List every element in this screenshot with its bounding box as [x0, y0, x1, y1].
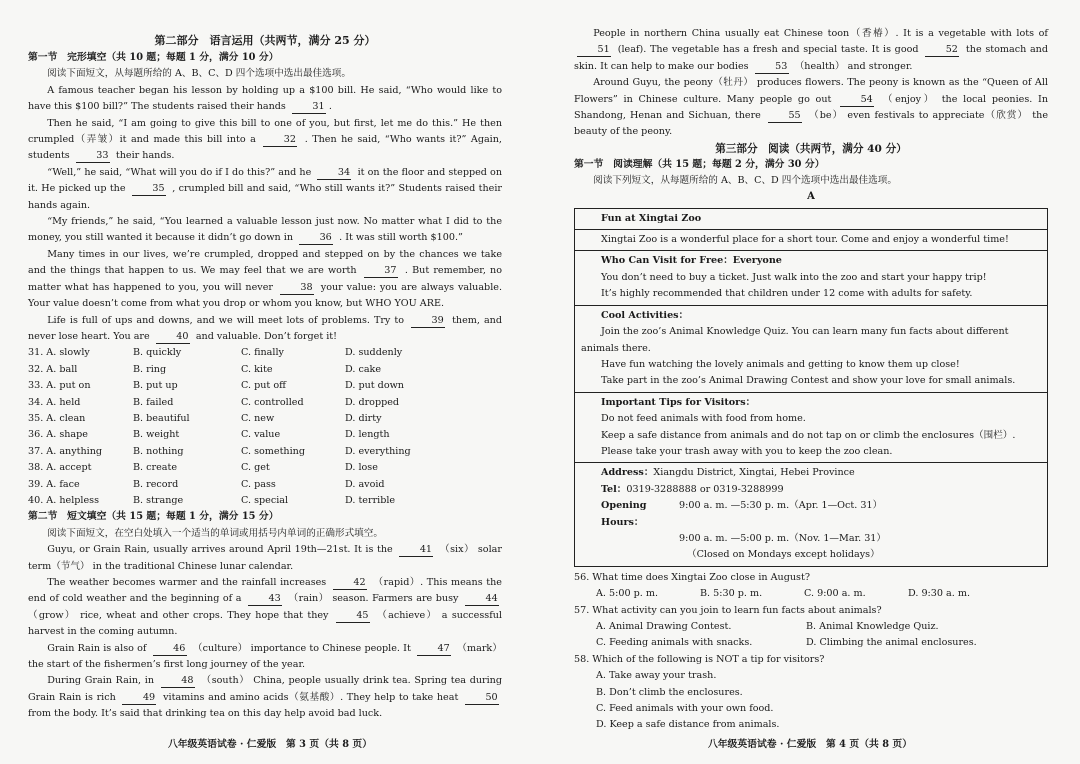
answer-blank: 32: [263, 134, 297, 147]
paragraph-text: Then he said, “I am going to give this bill to one of you, but first, let me do this.” He then crumpled（弄皱）it and made this bill into a: [28, 117, 502, 146]
section-title: 第二节 短文填空（共 15 题；每题 1 分，满分 15 分）: [28, 511, 279, 523]
part-title: 第三部分 阅读（共两节，满分 40 分）: [715, 142, 907, 155]
option-row: [28, 362, 502, 378]
paragraph-text: the stomach and skin. It can help to make our bodies: [574, 44, 1048, 72]
paragraph-text: your value: you are always valuable. Your value doesn’t come from what you drop or whom you know, but WHO YOU ARE.: [28, 281, 502, 310]
zoo-address: Address：Xiangdu District, Xingtai, Hebei Province: [601, 467, 855, 479]
option-choice: C. finally: [241, 347, 284, 359]
question-options: [574, 586, 1048, 602]
paragraph-text: Life is full of ups and downs, and we will meet lots of problems. Try to: [47, 314, 405, 326]
answer-blank: 47: [417, 643, 451, 656]
question-option: B. 5:30 p. m.: [700, 588, 763, 600]
activity-line: Take part in the zoo’s Animal Drawing Contest and show your love for small animals.: [601, 375, 1016, 387]
option-choice: D. everything: [345, 445, 411, 457]
paragraph-text: . It was still worth $100.”: [339, 232, 463, 244]
paragraph-text: A famous teacher began his lesson by holding up a $100 bill. He said, “Who would like to have this $100 bill?” The students raised their hands: [28, 84, 502, 113]
visit-line: It’s highly recommended that children under 12 come with adults for safety.: [601, 288, 973, 300]
option-choice: C. new: [241, 412, 275, 424]
option-choice: C. put off: [241, 380, 286, 392]
passage-paragraph: [28, 247, 502, 313]
option-choice: D. dirty: [345, 412, 382, 424]
question-option: D. 9:30 a. m.: [908, 588, 971, 600]
answer-blank: 39: [411, 315, 445, 328]
passage-paragraph: [28, 542, 502, 575]
paragraph-text: .: [328, 101, 332, 113]
page-footer: 八年级英语试卷 · 仁爱版 第 3 页（共 8 页）: [167, 739, 373, 750]
right-page: [540, 0, 1080, 764]
answer-blank: 33: [76, 150, 110, 163]
option-choice: D. put down: [345, 380, 404, 392]
answer-blank: 50: [465, 692, 499, 705]
passage-paragraph: [28, 116, 502, 165]
paragraph-text: （health） and stronger.: [794, 60, 913, 72]
paragraph-text: “My friends,” he said, “You learned a valuable lesson just now. No matter what I did to the money, you still wanted it because it didn’t go down in: [28, 216, 502, 244]
option-choice: 40. A. helpless: [28, 494, 99, 506]
option-choice: B. record: [133, 478, 179, 490]
option-row: [28, 493, 502, 509]
paragraph-text: it on the floor and stepped on it. He picked up the: [28, 166, 502, 195]
paragraph-text: （be） even festivals to appreciate（欣赏） the beauty of the peony.: [574, 110, 1048, 138]
question-option: C. Feeding animals with snacks.: [596, 637, 753, 649]
option-choice: B. ring: [133, 363, 167, 375]
cloze-passage: [28, 83, 502, 346]
question-stem: 56. What time does Xingtai Zoo close in August?: [574, 571, 810, 583]
paragraph-text: Many times in our lives, we’re crumpled, dropped and stepped on by the chances we take and the things that happen to us. We may feel that we are worth: [28, 248, 502, 277]
answer-blank: 55: [768, 110, 802, 123]
answer-blank: 38: [280, 282, 314, 295]
option-choice: 34. A. held: [28, 396, 81, 408]
answer-blank: 48: [161, 675, 195, 688]
question-option: D. Keep a safe distance from animals.: [596, 719, 780, 731]
option-choice: 33. A. put on: [28, 380, 91, 392]
option-choice: C. controlled: [241, 396, 304, 408]
answer-blank: 41: [399, 544, 433, 557]
question-stem: 58. Which of the following is NOT a tip for visitors?: [574, 653, 825, 665]
question-option: B. Animal Knowledge Quiz.: [806, 621, 939, 632]
zoo-title: Fun at Xingtai Zoo: [601, 212, 702, 224]
paragraph-text: Grain Rain is also of: [47, 642, 147, 654]
option-choice: B. weight: [133, 429, 180, 441]
questions: [574, 570, 1048, 734]
answer-blank: 37: [364, 265, 398, 278]
answer-blank: 46: [153, 643, 187, 656]
question-option: A. 5:00 p. m.: [596, 588, 659, 600]
option-choice: B. beautiful: [133, 412, 190, 424]
option-choice: C. value: [241, 429, 281, 441]
option-choice: 36. A. shape: [28, 429, 88, 441]
answer-blank: 49: [122, 692, 156, 705]
paragraph-text: Guyu, or Grain Rain, usually arrives around April 19th—21st. It is the: [47, 544, 393, 556]
option-choice: D. lose: [345, 462, 378, 474]
page-footer: 八年级英语试卷 · 仁爱版 第 4 页（共 8 页）: [707, 739, 913, 750]
option-choice: 37. A. anything: [28, 445, 103, 457]
cloze-options: [28, 345, 502, 509]
option-choice: 38. A. accept: [28, 462, 92, 474]
option-choice: C. get: [241, 462, 270, 474]
passage-paragraph: [28, 165, 502, 214]
passage-paragraph: [28, 313, 502, 346]
paragraph-text: (leaf). The vegetable has a fresh and special taste. It is good: [617, 44, 919, 56]
answer-blank: 44: [465, 593, 499, 606]
question-option: C. 9:00 a. m.: [804, 588, 866, 600]
paragraph-text: The weather becomes warmer and the rainfall increases: [47, 577, 327, 588]
option-row: [28, 460, 502, 476]
answer-blank: 35: [132, 183, 166, 196]
paragraph-text: （six） solar term（节气） in the traditional Chinese lunar calendar.: [28, 544, 502, 572]
part-title: 第二部分 语言运用（共两节，满分 25 分）: [154, 34, 376, 47]
passage-paragraph: [28, 214, 502, 247]
paragraph-text: them, and never lose heart. You are: [28, 314, 502, 342]
passage-paragraph: [28, 641, 502, 674]
fill-passage: [28, 542, 502, 722]
visit-line: You don’t need to buy a ticket. Just walk into the zoo and start your happy trip!: [601, 271, 987, 283]
option-choice: B. strange: [133, 494, 184, 506]
paragraph-text: vitamins and amino acids（氨基酸）. They help to take heat: [163, 691, 459, 703]
tip-line: Do not feed animals with food from home.: [601, 413, 806, 425]
option-row: [28, 477, 502, 493]
question-option: D. Climbing the animal enclosures.: [806, 637, 977, 649]
option-choice: C. something: [241, 445, 305, 457]
answer-blank: 51: [577, 44, 611, 57]
question-option: A. Animal Drawing Contest.: [596, 621, 732, 632]
paragraph-text: from the body. It’s said that drinking tea on this day help avoid bad luck.: [28, 708, 383, 720]
section-title: 第一节 阅读理解（共 15 题；每题 2 分，满分 30 分）: [574, 158, 825, 170]
answer-blank: 45: [336, 610, 370, 623]
zoo-intro: Xingtai Zoo is a wonderful place for a short tour. Come and enjoy a wonderful time!: [601, 234, 1009, 246]
paragraph-text: People in northern China usually eat Chinese toon（香椿）. It is a vegetable with lots of: [593, 28, 1048, 39]
opening-hours: Opening Hours： 9:00 a. m. —5:30 p. m.（Apr. 1—Oct. 31） 9:00 a. m. —5:00 p. m.（Nov. 1—Mar. 31） （Closed on Mondays except holidays）: [601, 500, 886, 561]
option-row: [28, 395, 502, 411]
tips-heading: Important Tips for Visitors：: [601, 396, 756, 408]
instruction: 阅读下列短文，从每题所给的 A、B、C、D 四个选项中选出最佳选项。: [593, 175, 897, 187]
option-choice: 39. A. face: [28, 478, 80, 490]
paragraph-text: . But remember, no matter what has happened to you, you will never: [28, 265, 502, 293]
option-choice: B. nothing: [133, 445, 184, 457]
question-option: B. Don’t climb the enclosures.: [596, 686, 743, 698]
paragraph-text: （mark） the start of the fishermen’s first long journey of the year.: [28, 642, 502, 671]
paragraph-text: “Well,” he said, “What will you do if I do this?” and he: [47, 166, 312, 178]
zoo-notice: [574, 208, 1048, 567]
option-choice: C. pass: [241, 478, 276, 490]
visit-heading: Who Can Visit for Free：Everyone: [601, 255, 782, 267]
option-row: [28, 427, 502, 443]
option-choice: D. terrible: [345, 494, 396, 506]
paragraph-text: （rapid）. This means the end of cold weather and the beginning of a: [28, 577, 502, 605]
paragraph-text: During Grain Rain, in: [47, 675, 155, 687]
fill-passage: [574, 26, 1048, 141]
option-row: [28, 345, 502, 361]
paragraph-text: their hands.: [115, 150, 175, 162]
paragraph-text: （culture） importance to Chinese people. It: [192, 642, 411, 654]
answer-blank: 53: [755, 61, 789, 74]
answer-blank: 54: [840, 94, 874, 107]
option-row: [28, 411, 502, 427]
passage-paragraph: [574, 26, 1048, 75]
option-choice: D. cake: [345, 363, 382, 375]
passage-paragraph: [28, 575, 502, 641]
question-option: C. Feed animals with your own food.: [596, 703, 774, 715]
answer-blank: 31: [292, 101, 326, 114]
option-choice: D. length: [345, 429, 390, 441]
activities-heading: Cool Activities：: [601, 309, 689, 321]
option-choice: 32. A. ball: [28, 363, 78, 375]
passage-paragraph: [574, 75, 1048, 141]
option-choice: 35. A. clean: [28, 412, 86, 424]
paragraph-text: （grow） rice, wheat and other crops. They hope that they: [28, 609, 329, 621]
answer-blank: 43: [248, 593, 282, 606]
paragraph-text: （achieve） a successful harvest in the coming autumn.: [28, 609, 502, 638]
passage-paragraph: [28, 673, 502, 722]
option-choice: D. avoid: [345, 478, 385, 490]
instruction: 阅读下面短文，从每题所给的 A、B、C、D 四个选项中选出最佳选项。: [47, 68, 351, 80]
answer-blank: 42: [333, 577, 367, 590]
activity-line: Join the zoo’s Animal Knowledge Quiz. You can learn many fun facts about different animals there.: [581, 326, 1009, 354]
passage-paragraph: [28, 83, 502, 116]
paragraph-text: and valuable. Don’t forget it!: [195, 330, 338, 342]
instruction: 阅读下面短文，在空白处填入一个适当的单词或用括号内单词的正确形式填空。: [47, 527, 383, 539]
zoo-telephone: Tel：0319-3288888 or 0319-3288999: [601, 483, 784, 495]
option-choice: 31. A. slowly: [28, 347, 90, 359]
question-options: [574, 619, 1048, 652]
answer-blank: 36: [299, 232, 333, 245]
option-choice: B. failed: [133, 396, 174, 408]
option-choice: C. kite: [241, 363, 273, 375]
tip-line: Keep a safe distance from animals and do not tap on or climb the enclosures（围栏）.: [601, 429, 1016, 441]
option-choice: B. create: [133, 462, 178, 474]
option-choice: D. suddenly: [345, 347, 403, 359]
paragraph-text: （enjoy） the local peonies. In Shandong, Henan and Sichuan, there: [574, 93, 1049, 122]
option-row: [28, 444, 502, 460]
option-row: [28, 378, 502, 394]
paragraph-text: , crumpled bill and said, “Who still wants it?” Students raised their hands again.: [28, 183, 502, 211]
option-choice: B. quickly: [133, 347, 182, 359]
tip-line: Please take your trash away with you to keep the zoo clean.: [601, 445, 893, 457]
answer-blank: 34: [317, 167, 351, 180]
option-choice: D. dropped: [345, 396, 400, 408]
paragraph-text: （south） China, people usually drink tea. Spring tea during Grain Rain is rich: [28, 675, 502, 703]
answer-blank: 52: [925, 44, 959, 57]
paragraph-text: Around Guyu, the peony（牡丹） produces flowers. The peony is known as the “Queen of All Flowers” in Chinese culture. Many people go out: [574, 77, 1048, 105]
activity-line: Have fun watching the lovely animals and getting to know them up close!: [601, 358, 960, 370]
section-title: 第一节 完形填空（共 10 题；每题 1 分，满分 10 分）: [28, 52, 279, 63]
paragraph-text: （rain） season. Farmers are busy: [288, 593, 459, 605]
answer-blank: 40: [156, 331, 190, 344]
question-stem: 57. What activity can you join to learn fun facts about animals?: [574, 604, 882, 616]
passage-label: A: [807, 190, 815, 202]
paragraph-text: . Then he said, “Who wants it?” Again, students: [28, 134, 502, 162]
option-choice: B. put up: [133, 380, 178, 392]
question-option: A. Take away your trash.: [596, 670, 717, 682]
option-choice: C. special: [241, 494, 289, 506]
